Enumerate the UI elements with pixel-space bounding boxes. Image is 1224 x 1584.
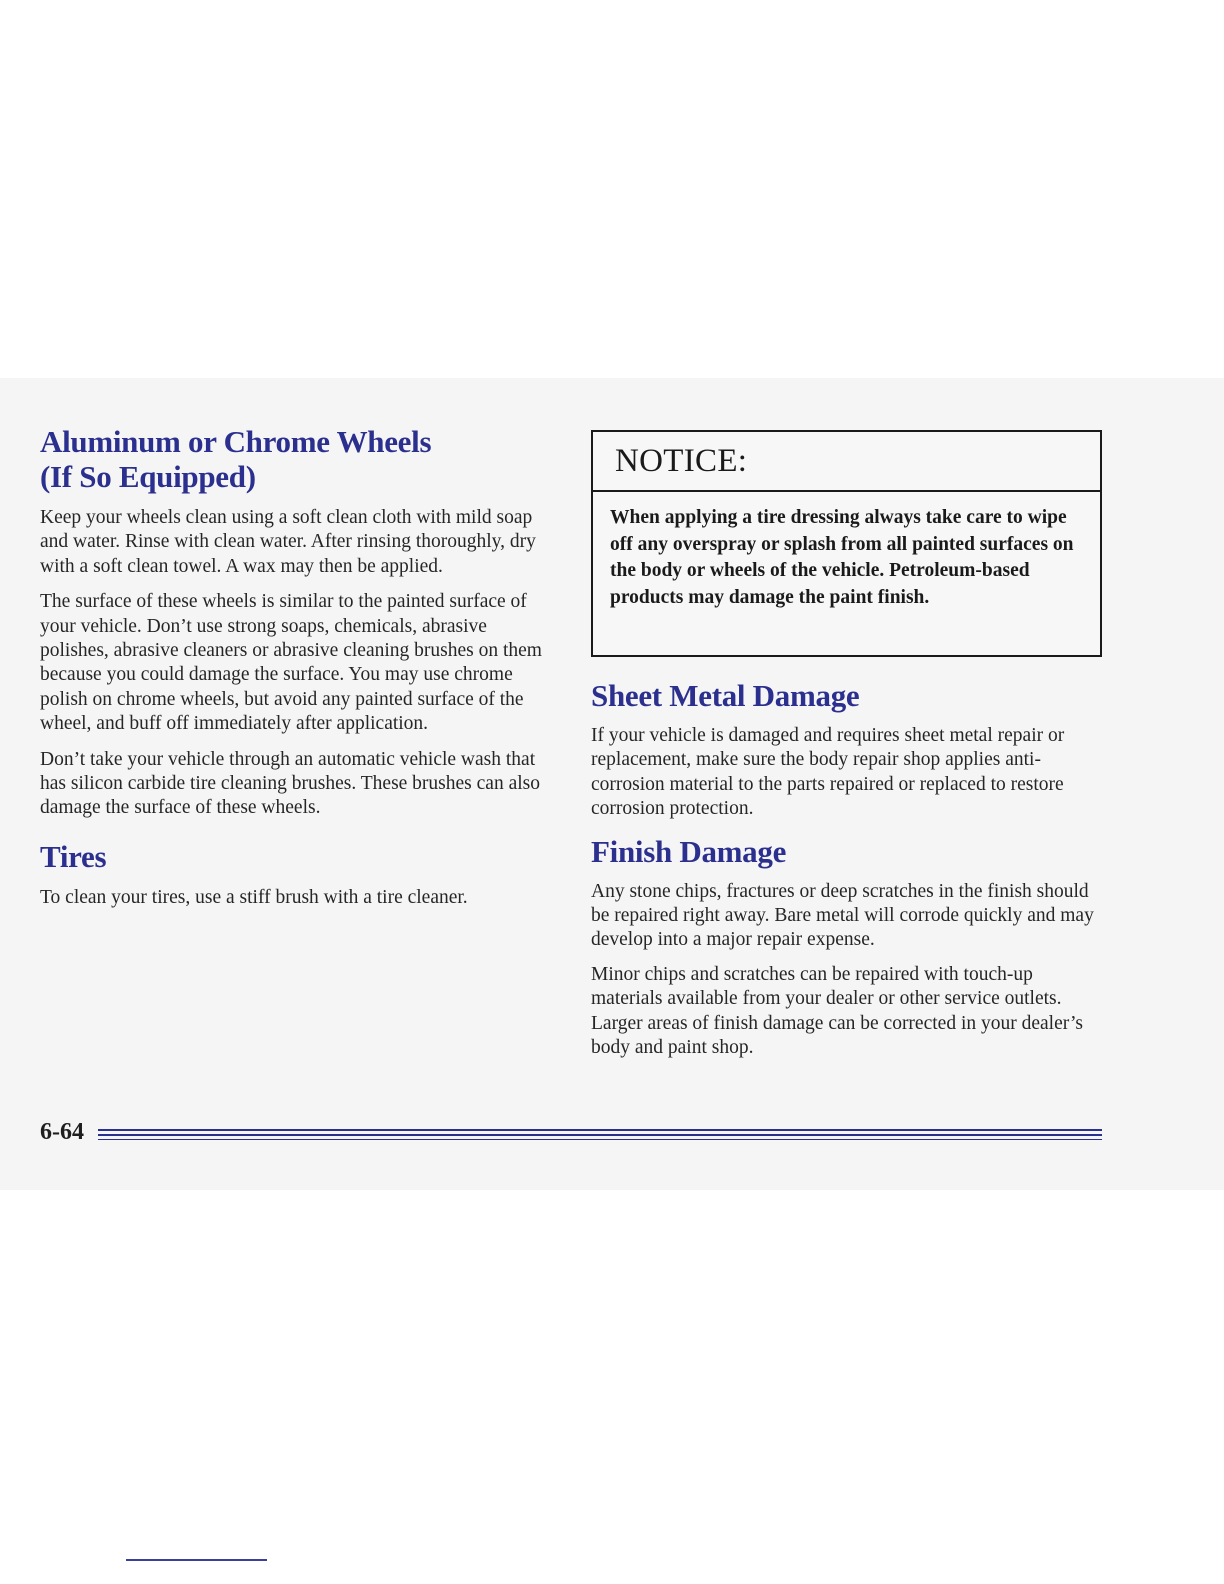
- notice-header: [593, 432, 1100, 492]
- footer-rule: [98, 1129, 1102, 1131]
- aluminum-heading-line2: (If So Equipped): [40, 459, 256, 494]
- page-footer: [40, 1117, 1102, 1151]
- wheels-cleaning-paragraph: Keep your wheels clean using a soft clean cloth with mild soap and water. Rinse with clean water. After rinsing thoroughly, dry with a soft clean towel. A wax may then be applied.: [40, 507, 536, 577]
- vehicle-wash-paragraph: Don’t take your vehicle through an automatic vehicle wash that has silicon carbide tire cleaning brushes. These brushes can also damage the surface of these wheels.: [40, 748, 540, 819]
- notice-title: NOTICE:: [615, 442, 748, 479]
- bottom-decorative-line: [126, 1559, 267, 1561]
- left-column: [40, 424, 545, 910]
- finish-repair-paragraph: Any stone chips, fractures or deep scratches in the finish should be repaired right away. Bare metal will corrode quickly and may develop into a major repair expense.: [591, 880, 1094, 951]
- aluminum-heading-line1: Aluminum or Chrome Wheels: [40, 424, 432, 459]
- wheels-surface-paragraph: The surface of these wheels is similar to the painted surface of your vehicle. Don’t use strong soaps, chemicals, abrasive polishes, abrasive cleaners or abrasive cleaning brushes on them because you could damage the surface. You may use chrome polish on chrome wheels, but avoid any painted surface of the wheel, and buff off immediately after application.: [40, 591, 542, 735]
- finish-damage-heading: Finish Damage: [591, 833, 787, 869]
- aluminum-wheels-heading: [40, 424, 545, 494]
- tires-paragraph: To clean your tires, use a stiff brush with a tire cleaner.: [40, 886, 468, 908]
- footer-rule: [98, 1134, 1102, 1136]
- notice-body: When applying a tire dressing always take care to wipe off any overspray or splash from all painted surfaces on the body or wheels of the vehicle. Petroleum-based products may damage the paint finish.: [610, 507, 1074, 608]
- sheet-metal-paragraph: If your vehicle is damaged and requires sheet metal repair or replacement, make sure the body repair shop applies anti-corrosion material to the parts repaired or replaced to restore corrosion protection.: [591, 725, 1065, 820]
- page-number: 6-64: [40, 1119, 84, 1145]
- notice-box: [591, 430, 1102, 657]
- finish-touchup-paragraph: Minor chips and scratches can be repaired with touch-up materials available from your dealer or other service outlets. Larger areas of finish damage can be corrected in your dealer’s body and paint shop.: [591, 963, 1083, 1059]
- tires-heading: Tires: [40, 838, 107, 874]
- sheet-metal-heading: Sheet Metal Damage: [591, 678, 860, 713]
- footer-rule: [98, 1139, 1102, 1140]
- right-column: [591, 430, 1106, 1060]
